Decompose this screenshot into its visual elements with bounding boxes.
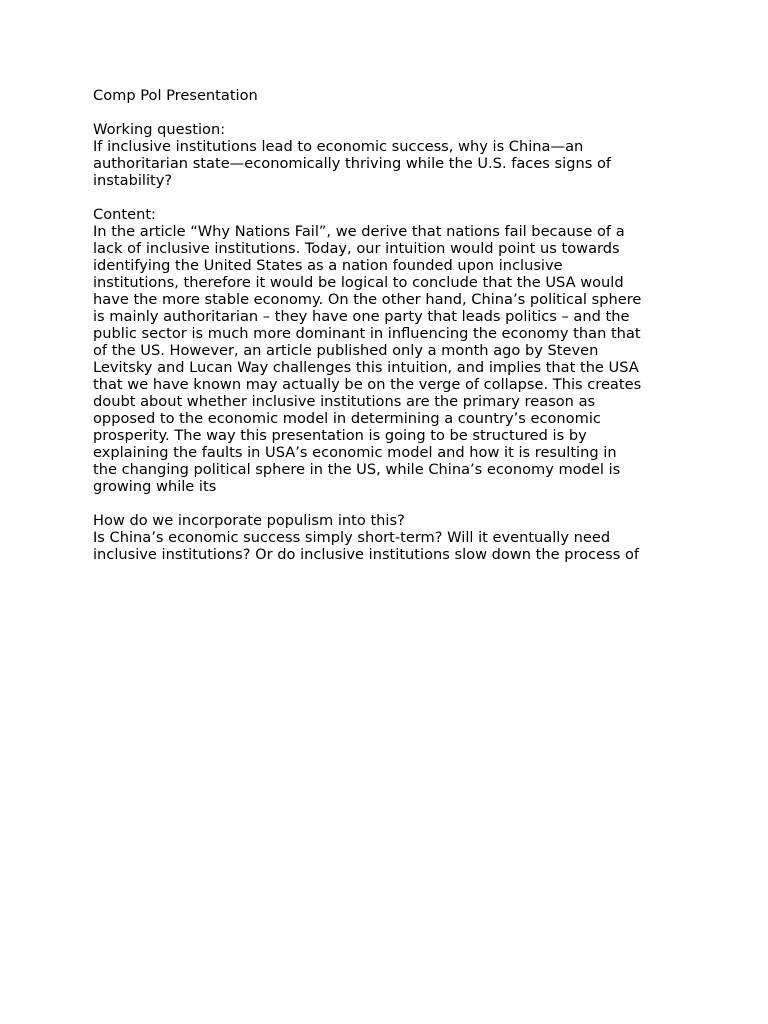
content-line: lack of inclusive institutions. Today, our intuition would point us towards — [93, 240, 620, 257]
content-line: explaining the faults in USA’s economic model and how it is resulting in — [93, 444, 617, 461]
closing-line: inclusive institutions? Or do inclusive institutions slow down the process of — [93, 546, 640, 563]
content-line: In the article “Why Nations Fail”, we derive that nations fail because of a — [93, 223, 625, 240]
content-heading: Content: — [93, 206, 156, 223]
content-line: have the more stable economy. On the other hand, China’s political sphere — [93, 291, 642, 308]
working-question-line: authoritarian state—economically thriving while the U.S. faces signs of — [93, 155, 612, 172]
document-title: Comp Pol Presentation — [93, 87, 258, 104]
closing-paragraph — [93, 529, 683, 563]
content-line: that we have known may actually be on the verge of collapse. This creates — [93, 376, 642, 393]
content-line: prosperity. The way this presentation is going to be structured is by — [93, 427, 587, 444]
working-question-paragraph — [93, 138, 683, 189]
working-question-heading: Working question: — [93, 121, 226, 138]
blank-line — [93, 104, 683, 121]
content-line: doubt about whether inclusive institutions are the primary reason as — [93, 393, 596, 410]
closing-line: Is China’s economic success simply short-term? Will it eventually need — [93, 529, 611, 546]
content-line: institutions, therefore it would be logical to conclude that the USA would — [93, 274, 624, 291]
blank-line — [93, 495, 683, 512]
content-line: of the US. However, an article published only a month ago by Steven — [93, 342, 599, 359]
content-line: opposed to the economic model in determining a country’s economic — [93, 410, 601, 427]
content-line: is mainly authoritarian – they have one party that leads politics – and the — [93, 308, 630, 325]
content-line: Levitsky and Lucan Way challenges this intuition, and implies that the USA — [93, 359, 639, 376]
working-question-line: If inclusive institutions lead to economic success, why is China—an — [93, 138, 584, 155]
content-line: growing while its — [93, 478, 217, 495]
populism-question: How do we incorporate populism into this? — [93, 512, 405, 529]
working-question-line: instability? — [93, 172, 173, 189]
content-line: identifying the United States as a nation founded upon inclusive — [93, 257, 563, 274]
content-line: the changing political sphere in the US, while China’s economy model is — [93, 461, 621, 478]
document-body — [93, 87, 683, 563]
blank-line — [93, 189, 683, 206]
content-paragraph — [93, 223, 683, 495]
content-line: public sector is much more dominant in influencing the economy than that — [93, 325, 641, 342]
